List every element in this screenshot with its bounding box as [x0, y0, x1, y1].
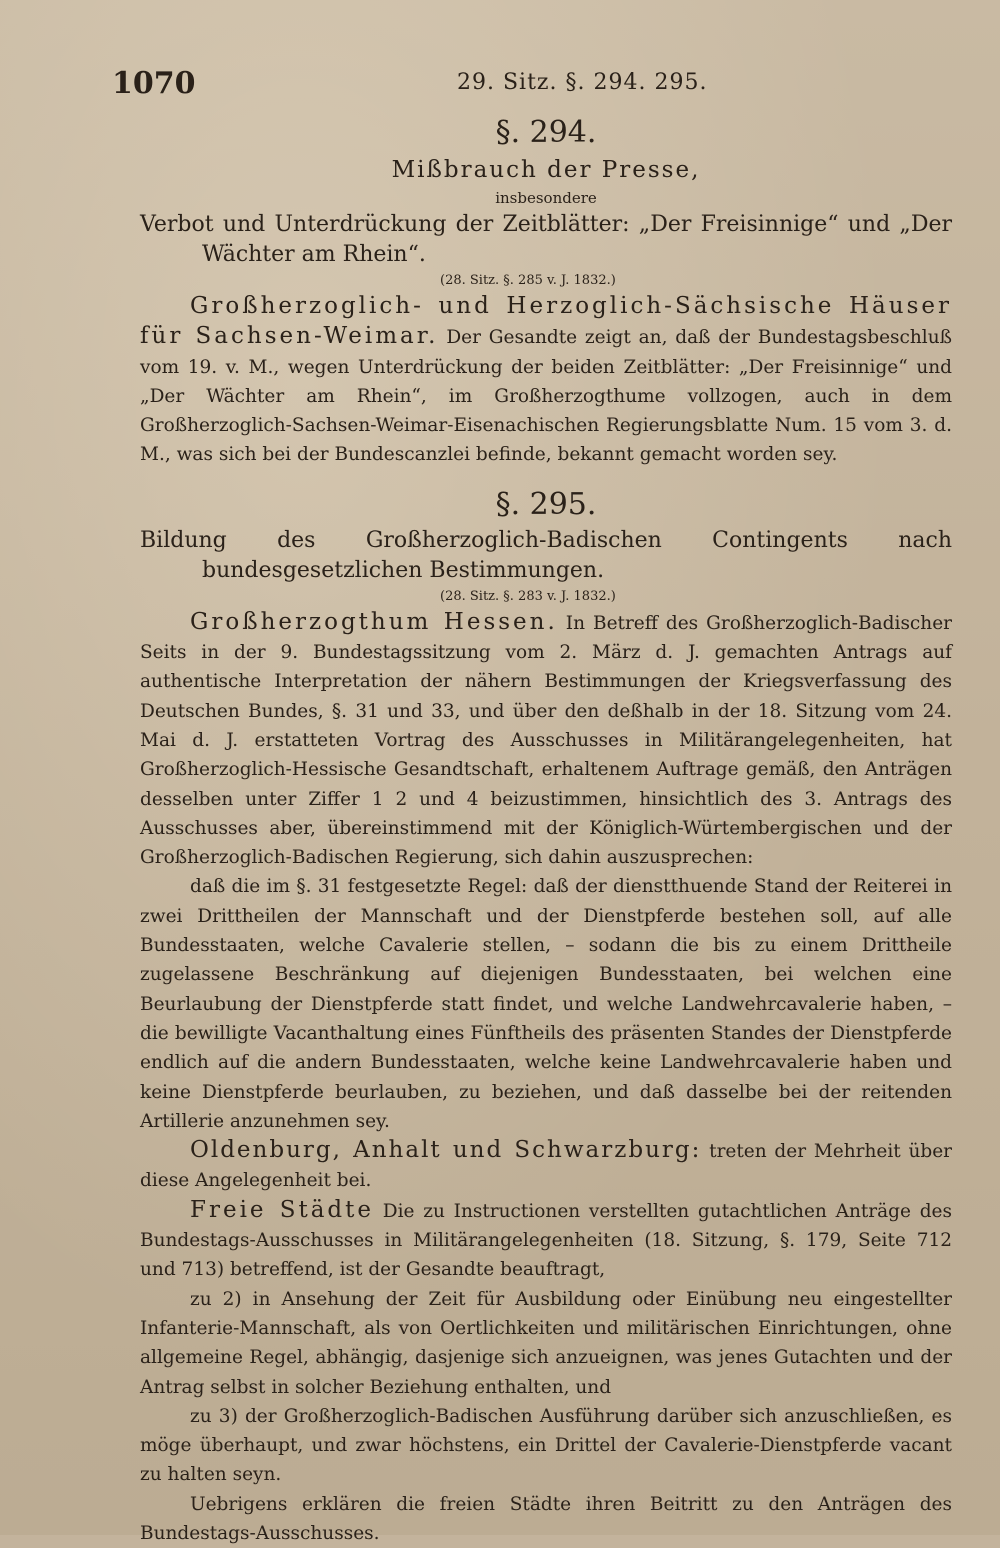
- section-294-heading: Verbot und Unterdrückung der Zeitblätter: „Der Freisinnige“ und „Der Wächter am Rhein“.: [140, 212, 952, 267]
- page-body: [140, 112, 952, 1548]
- running-title: 29. Sitz. §. 294. 295.: [457, 70, 708, 95]
- hessen-text: In Betreff des Großherzoglich-Badischer Seits in der 9. Bundestagssitzung vom 2. März d. J. gemachten Antrags auf authentische Interpretation der nähern Bestimmungen der Kriegsverfassung des Deutschen Bundes, §. 31 und 33, und über den deßhalb in der 18. Sitzung vom 24. Mai d. J. erstatteten Vortrag des Ausschusses in Militärangelegenheiten, hat Großherzoglich-Hessische Gesandtschaft, erhaltenem Auftrage gemäß, den Anträgen desselben unter Ziffer 1 2 und 4 beizustimmen, hinsichtlich des 3. Antrags des Ausschusses aber, übereinstimmend mit der Königlich-Würtembergischen und der Großherzoglich-Badischen Regierung, sich dahin auszusprechen:: [140, 612, 952, 869]
- section-295-paragraph-zu3: zu 3) der Großherzoglich-Badischen Ausführung darüber sich anzuschließen, es möge überhaupt, und zwar höchstens, ein Drittel der Cavalerie-Dienstpferde vacant zu halten seyn.: [140, 1405, 952, 1486]
- section-294-text: Der Gesandte zeigt an, daß der Bundestagsbeschluß vom 19. v. M., wegen Unterdrückung der beiden Zeitblätter: „Der Freisinnige“ und „Der Wächter am Rhein“, im Großherzogthume vollzogen, auch in dem Großherzoglich-Sachsen-Weimar-Eisenachischen Regierungsblatte Num. 15 vom 3. d. M., was sich bei der Bundescanzlei befinde, bekannt gemacht worden sey.: [140, 327, 952, 466]
- page-number: 1070: [112, 66, 196, 101]
- section-294-subtitle: insbesondere: [495, 189, 597, 207]
- oldenburg-text: treten der Mehrheit über diese Angelegenheit bei.: [140, 1141, 952, 1192]
- section-294-lead: Großherzoglich- und Herzoglich-Sächsische Häuser für Sachsen-Weimar.: [140, 293, 952, 350]
- section-295-paragraph-oldenburg: [140, 1136, 952, 1196]
- freie-staedte-lead: Freie Städte: [190, 1196, 375, 1223]
- section-295-paragraph-freie-staedte: [140, 1196, 952, 1285]
- section-294-title: Mißbrauch der Presse,: [391, 157, 701, 183]
- section-295-paragraph-zu2: zu 2) in Ansehung der Zeit für Ausbildung oder Einübung neu eingestellter Infanterie-Mannschaft, als von Oertlichkeiten und militärischen Einrichtungen, ohne allgemeine Regel, abhängig, dasjenige sich anzueignen, was jenes Gutachten und der Antrag selbst in solcher Beziehung enthalten, und: [140, 1288, 952, 1398]
- section-295-paragraph-hessen: [140, 608, 952, 873]
- section-295-heading: Bildung des Großherzoglich-Badischen Contingents nach bundesgesetzlichen Bestimmungen.: [140, 527, 952, 583]
- section-295-number: §. 295.: [495, 486, 597, 522]
- section-295-reference: (28. Sitz. §. 283 v. J. 1832.): [440, 588, 616, 604]
- oldenburg-lead: Oldenburg, Anhalt und Schwarzburg:: [190, 1137, 702, 1164]
- section-294-paragraph: [140, 292, 952, 470]
- hessen-lead: Großherzogthum Hessen.: [190, 608, 558, 635]
- section-295-paragraph-uebrigens: Uebrigens erklären die freien Städte ihren Beitritt zu den Anträgen des Bundestags-Ausschusses.: [140, 1493, 952, 1544]
- section-294-reference: (28. Sitz. §. 285 v. J. 1832.): [440, 273, 616, 288]
- section-295-paragraph-regel: daß die im §. 31 festgesetzte Regel: daß der dienstthuende Stand der Reiterei in zwei Drittheilen der Mannschaft und der Dienstpferde bestehen soll, auf alle Bundesstaaten, welche Cavalerie stellen, – sodann die bis zu einem Drittheile zugelassene Beschränkung auf diejenigen Bundesstaaten, bei welchen eine Beurlaubung der Dienstpferde statt findet, und welche Landwehrcavalerie haben, – die bewilligte Vacanthaltung eines Fünftheils des präsenten Standes der Dienstpferde endlich auf die andern Bundesstaaten, welche keine Landwehrcavalerie haben und keine Dienstpferde beurlauben, zu beziehen, und daß dasselbe bei der reitenden Artillerie anzunehmen sey.: [140, 876, 952, 1132]
- section-294-number: §. 294.: [495, 115, 597, 150]
- freie-staedte-text: Die zu Instructionen verstellten gutachtlichen Anträge des Bundestags-Ausschusses in Militärangelegenheiten (18. Sitzung, §. 179, Seite 712 und 713) betreffend, ist der Gesandte beauftragt,: [140, 1200, 952, 1281]
- running-header: [112, 66, 930, 102]
